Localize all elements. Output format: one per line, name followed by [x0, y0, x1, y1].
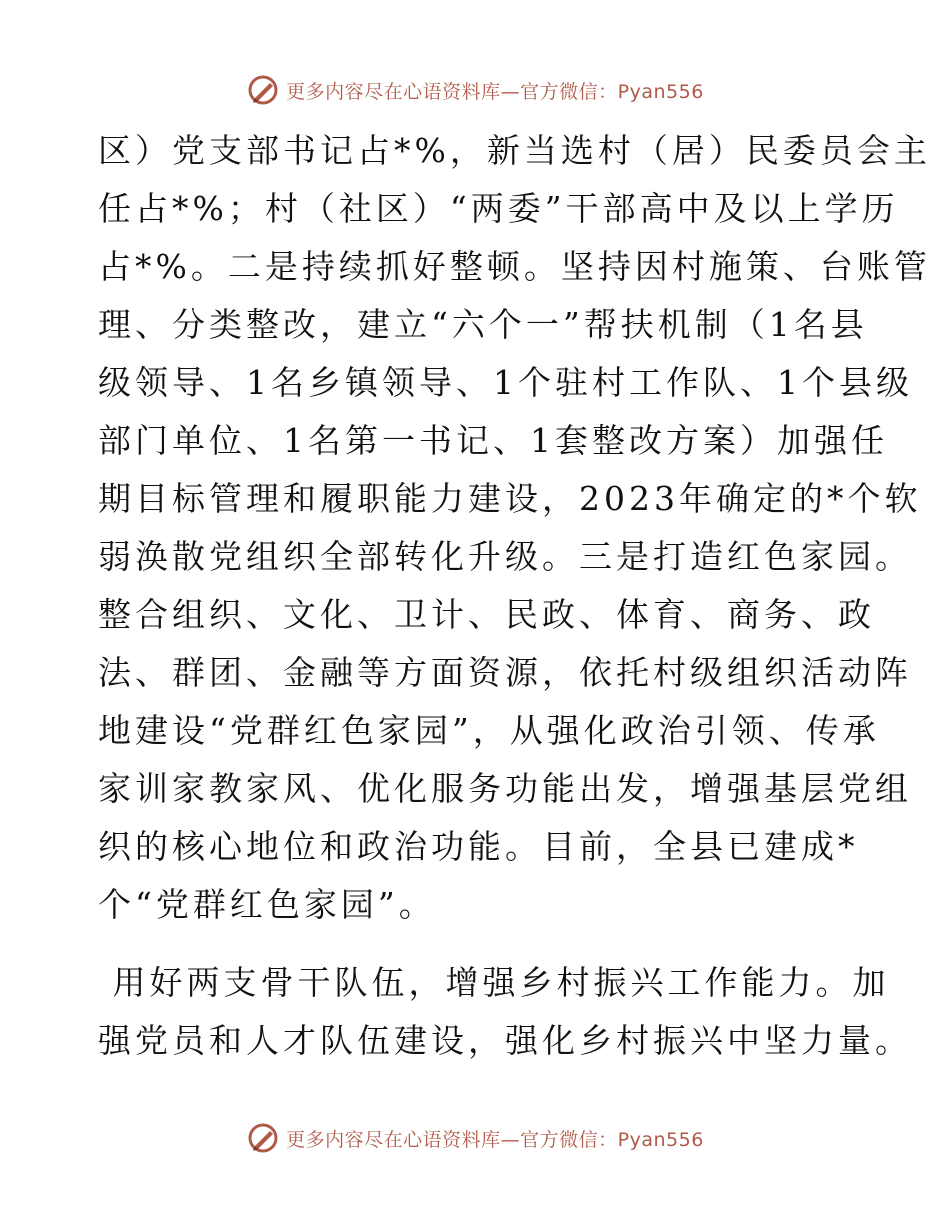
watermark-text: 更多内容尽在心语资料库—官方微信：Pyan556	[286, 1128, 704, 1151]
text-line: 用好两支骨干队伍，增强乡村振兴工作能力。加	[98, 963, 890, 1002]
text-line: 整合组织、文化、卫计、民政、体育、商务、政	[98, 595, 875, 634]
text-line: 弱涣散党组织全部转化升级。三是打造红色家园。	[98, 537, 912, 576]
watermark-text: 更多内容尽在心语资料库—官方微信：Pyan556	[286, 80, 704, 103]
text-line: 家训家教家风、优化服务功能出发，增强基层党组	[98, 769, 912, 808]
document-body	[98, 122, 931, 1070]
pen-logo-icon	[246, 1121, 280, 1155]
text-line: 个“党群红色家园”。	[98, 885, 436, 924]
text-line: 部门单位、1名第一书记、1套整改方案）加强任	[98, 421, 888, 460]
text-line: 级领导、1名乡镇领导、1个驻村工作队、1个县级	[98, 363, 913, 402]
text-line: 任占*%；村（社区）“两委”干部高中及以上学历	[98, 189, 899, 228]
text-line: 区）党支部书记占*%，新当选村（居）民委员会主	[98, 131, 931, 170]
text-line: 织的核心地位和政治功能。目前，全县已建成*	[98, 827, 859, 866]
footer-watermark	[0, 1118, 950, 1158]
text-line: 理、分类整改，建立“六个一”帮扶机制（1名县	[98, 305, 868, 344]
header-watermark	[0, 70, 950, 110]
text-line: 法、群团、金融等方面资源，依托村级组织活动阵	[98, 653, 912, 692]
text-line: 占*%。二是持续抓好整顿。坚持因村施策、台账管	[98, 247, 931, 286]
paragraph-1	[98, 122, 931, 934]
pen-logo-icon	[246, 73, 280, 107]
text-line: 强党员和人才队伍建设，强化乡村振兴中坚力量。	[98, 1021, 912, 1060]
text-line: 期目标管理和履职能力建设，2023年确定的*个软	[98, 479, 922, 518]
paragraph-2	[98, 954, 912, 1070]
text-line: 地建设“党群红色家园”，从强化政治引领、传承	[98, 711, 880, 750]
